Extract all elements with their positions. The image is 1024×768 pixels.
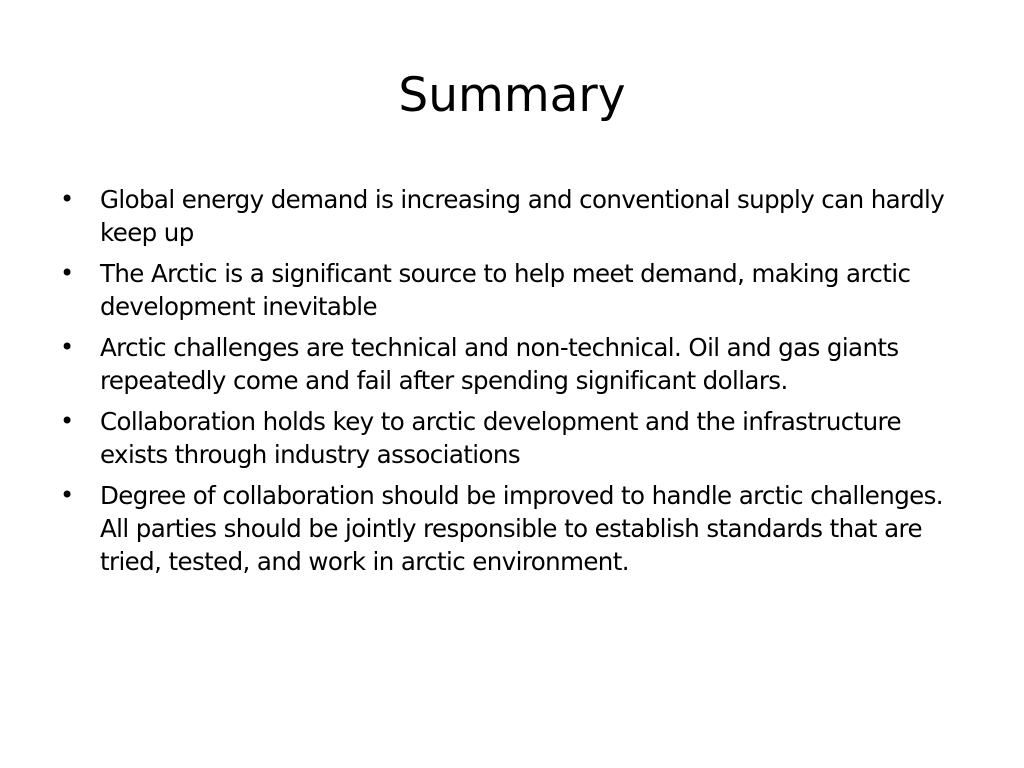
bullet-item (58, 257, 970, 323)
bullet-text: Collaboration holds key to arctic development and the infrastructure exists through industry associations (100, 407, 901, 469)
bullet-item (58, 405, 970, 471)
bullet-text: The Arctic is a significant source to help meet demand, making arctic development inevitable (100, 259, 911, 321)
bullet-icon: • (60, 407, 74, 435)
bullet-icon: • (60, 185, 74, 213)
bullet-list (58, 183, 970, 586)
slide-title: Summary (398, 68, 626, 123)
bullet-icon: • (60, 481, 74, 509)
bullet-text: Degree of collaboration should be improved to handle arctic challenges. All parties should be jointly responsible to establish standards that are tried, tested, and work in arctic environment. (100, 481, 943, 576)
bullet-item (58, 331, 970, 397)
bullet-icon: • (60, 333, 74, 361)
bullet-text: Global energy demand is increasing and conventional supply can hardly keep up (100, 185, 945, 247)
bullet-icon: • (60, 259, 74, 287)
bullet-text: Arctic challenges are technical and non-technical. Oil and gas giants repeatedly come and fail after spending significant dollars. (100, 333, 899, 395)
bullet-item (58, 183, 970, 249)
bullet-item (58, 479, 970, 578)
